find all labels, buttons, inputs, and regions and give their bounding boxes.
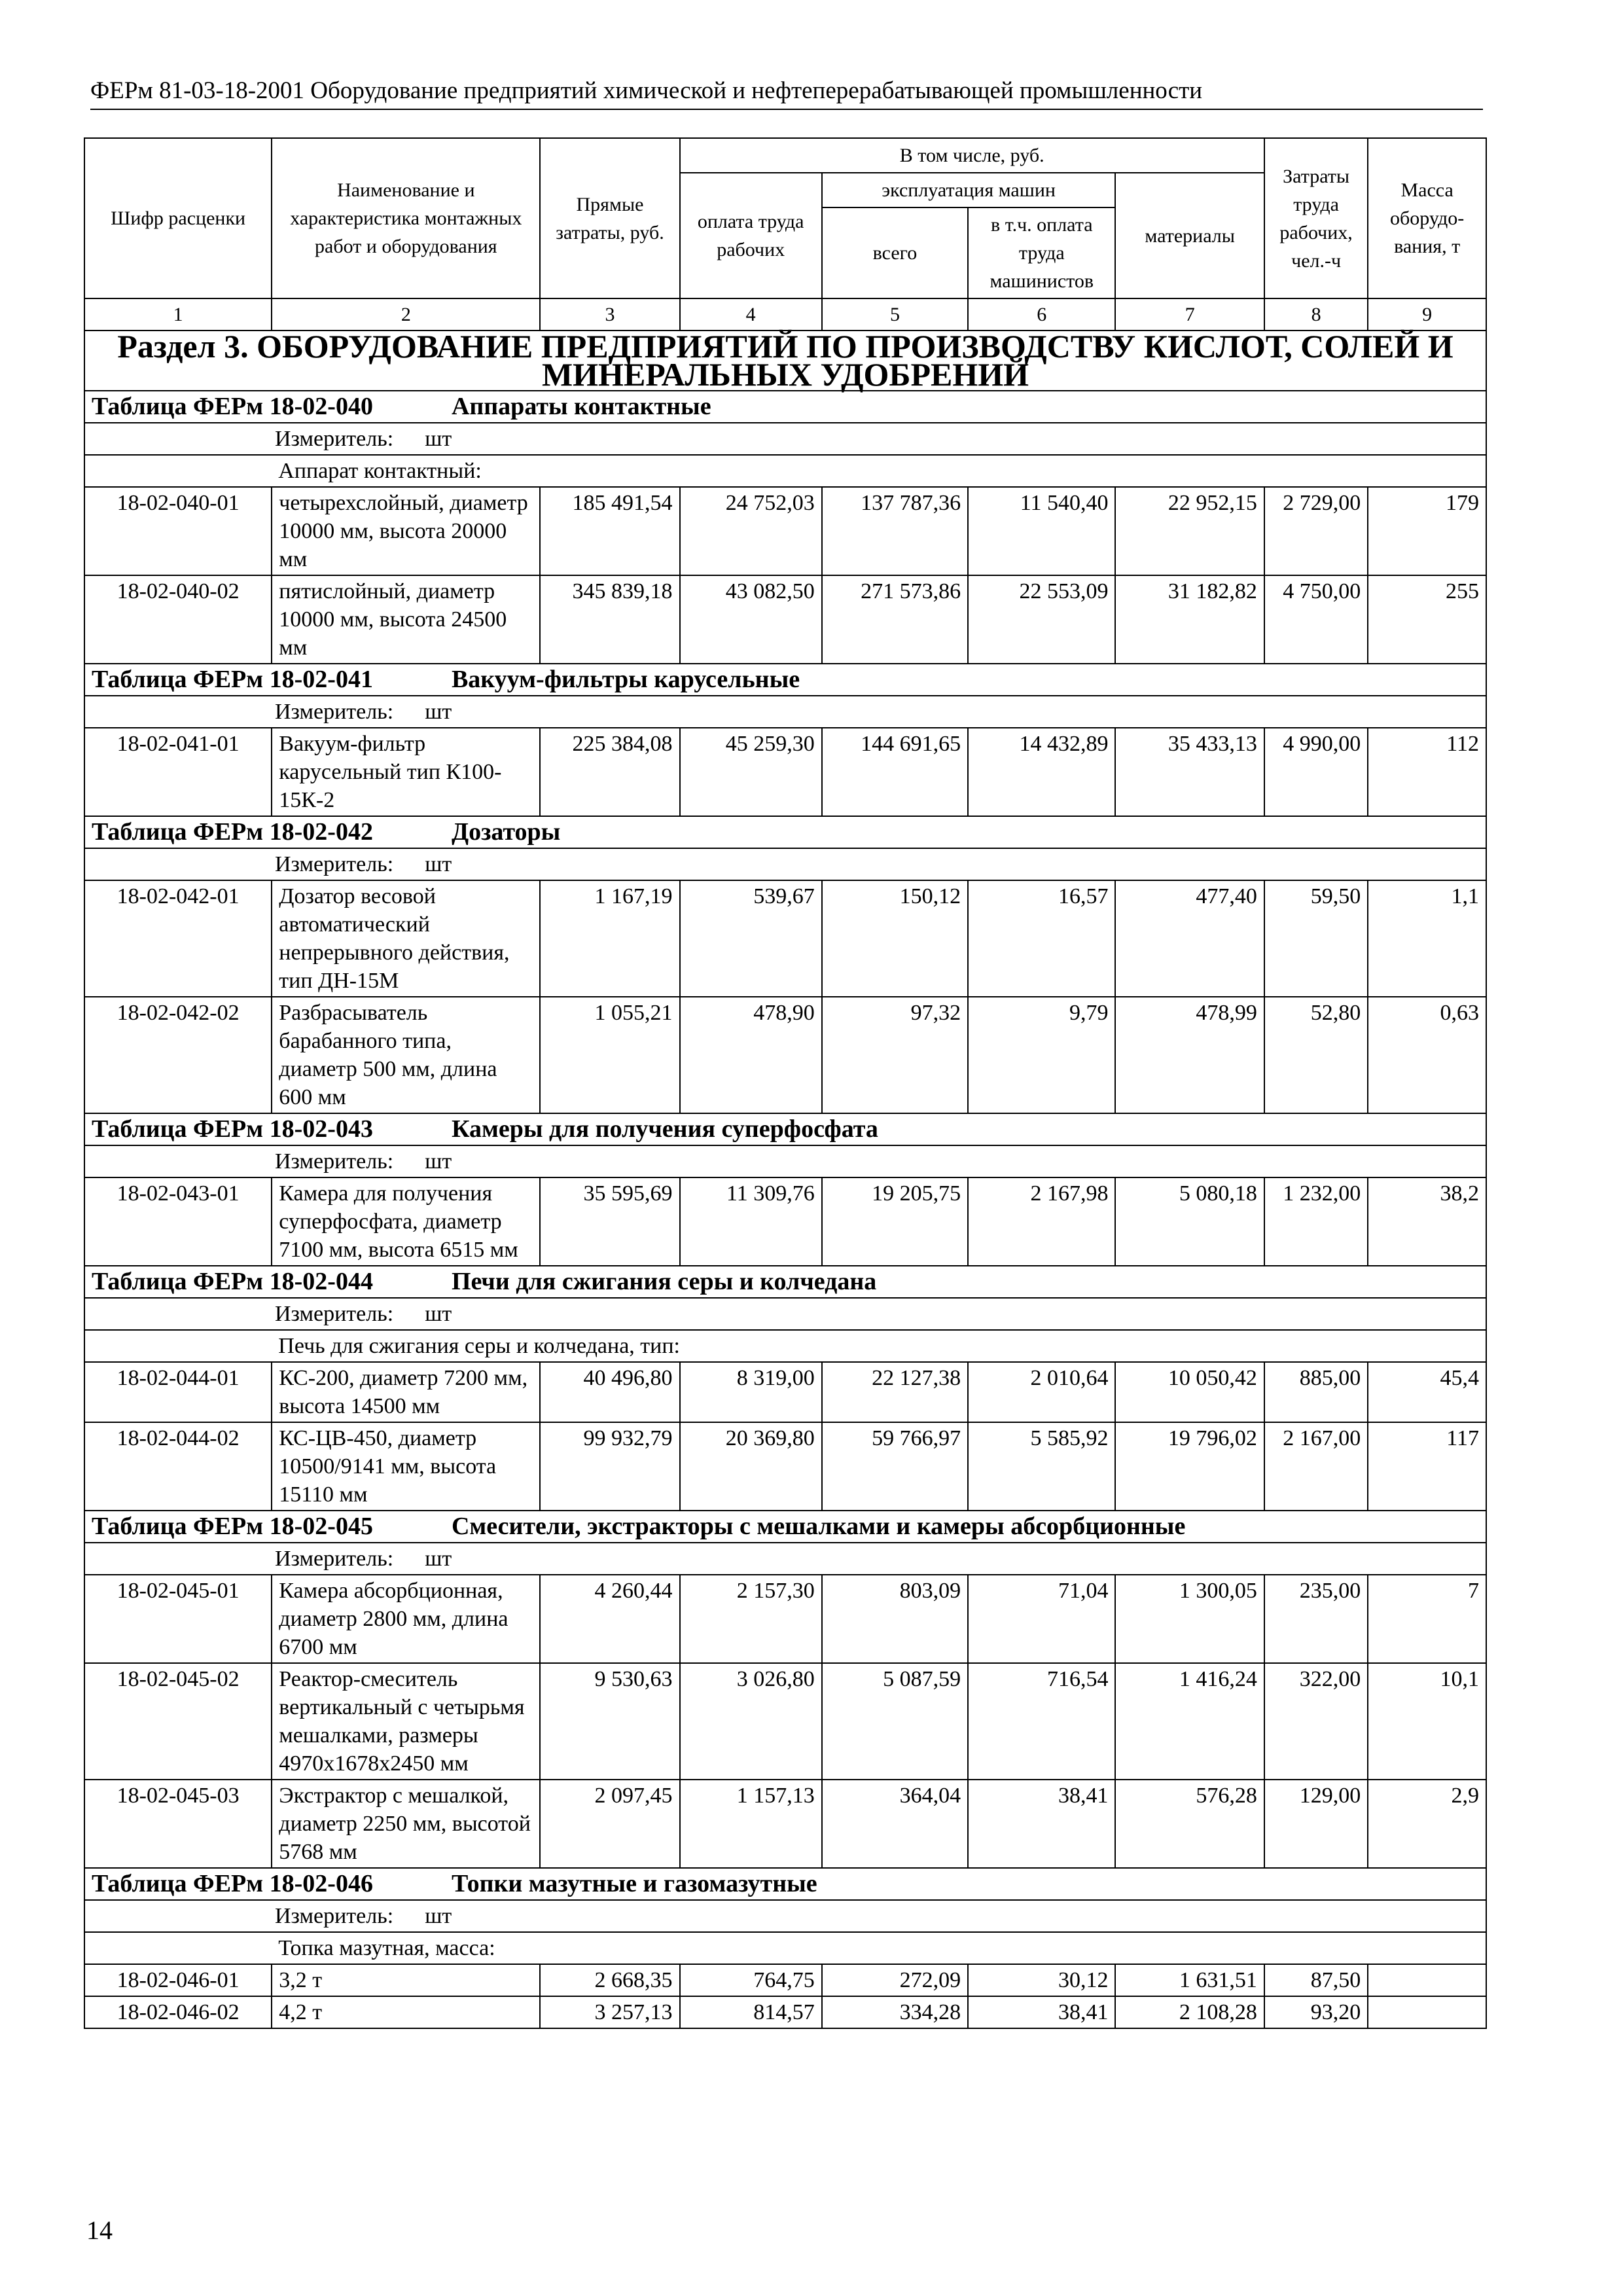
machine-costs: 150,12	[822, 880, 968, 997]
machine-costs: 19 205,75	[822, 1177, 968, 1266]
column-number: 4	[680, 298, 822, 331]
machine-costs: 364,04	[822, 1780, 968, 1868]
col-wages-header: оплата труда рабочих	[680, 173, 822, 298]
table-title-cell	[84, 1868, 1486, 1900]
materials-cost: 5 080,18	[1115, 1177, 1264, 1266]
group-blank-cell	[84, 455, 272, 487]
table-title-row	[84, 1113, 1486, 1145]
labor-hours: 129,00	[1264, 1780, 1368, 1868]
table-row	[84, 1996, 1486, 2028]
work-description: Экстрактор с мешалкой, диаметр 2250 мм, высотой 5768 мм	[272, 1780, 540, 1868]
direct-costs: 9 530,63	[540, 1663, 679, 1780]
direct-costs: 345 839,18	[540, 575, 679, 664]
materials-cost: 35 433,13	[1115, 728, 1264, 816]
machinist-wages: 71,04	[968, 1575, 1115, 1663]
rate-code: 18-02-043-01	[84, 1177, 272, 1266]
col-mass-header: Масса оборудо-вания, т	[1368, 138, 1486, 298]
table-title-row	[84, 1511, 1486, 1543]
meter-unit: шт	[425, 427, 452, 451]
direct-costs: 99 932,79	[540, 1422, 679, 1511]
equipment-mass: 117	[1368, 1422, 1486, 1511]
column-number: 6	[968, 298, 1115, 331]
work-description: КС-ЦВ-450, диаметр 10500/9141 мм, высота 15110 мм	[272, 1422, 540, 1511]
work-description: Разбрасыватель барабанного типа, диаметр 500 мм, длина 600 мм	[272, 997, 540, 1113]
work-description: Камера для получения суперфосфата, диаметр 7100 мм, высота 6515 мм	[272, 1177, 540, 1266]
worker-wages: 764,75	[680, 1964, 822, 1996]
labor-hours: 52,80	[1264, 997, 1368, 1113]
meter-label: Измеритель:	[275, 1149, 394, 1174]
meter-unit: шт	[425, 700, 452, 724]
meter-cell	[84, 848, 1486, 880]
equipment-mass: 1,1	[1368, 880, 1486, 997]
labor-hours: 4 990,00	[1264, 728, 1368, 816]
machine-costs: 144 691,65	[822, 728, 968, 816]
table-code: Таблица ФЕРм 18-02-041	[92, 666, 373, 693]
worker-wages: 3 026,80	[680, 1663, 822, 1780]
table-title-cell	[84, 816, 1486, 848]
work-description: 4,2 т	[272, 1996, 540, 2028]
table-code: Таблица ФЕРм 18-02-040	[92, 393, 373, 420]
direct-costs: 35 595,69	[540, 1177, 679, 1266]
group-row	[84, 1330, 1486, 1362]
column-number: 7	[1115, 298, 1264, 331]
direct-costs: 4 260,44	[540, 1575, 679, 1663]
rate-code: 18-02-042-01	[84, 880, 272, 997]
rate-code: 18-02-045-01	[84, 1575, 272, 1663]
meter-unit: шт	[425, 1149, 452, 1174]
labor-hours: 235,00	[1264, 1575, 1368, 1663]
materials-cost: 2 108,28	[1115, 1996, 1264, 2028]
table-name: Топки мазутные и газомазутные	[451, 1870, 817, 1897]
machinist-wages: 9,79	[968, 997, 1115, 1113]
group-title: Печь для сжигания серы и колчедана, тип:	[272, 1330, 1486, 1362]
table-title-cell	[84, 1511, 1486, 1543]
table-row	[84, 728, 1486, 816]
equipment-mass: 45,4	[1368, 1362, 1486, 1422]
col-materials-header: материалы	[1115, 173, 1264, 298]
table-code: Таблица ФЕРм 18-02-046	[92, 1870, 373, 1897]
table-name: Камеры для получения суперфосфата	[451, 1115, 878, 1143]
work-description: 3,2 т	[272, 1964, 540, 1996]
table-row	[84, 575, 1486, 664]
meter-label: Измеритель:	[275, 1547, 394, 1571]
machinist-wages: 14 432,89	[968, 728, 1115, 816]
table-code: Таблица ФЕРм 18-02-042	[92, 818, 373, 846]
meter-label: Измеритель:	[275, 852, 394, 876]
rate-code: 18-02-045-03	[84, 1780, 272, 1868]
meter-label: Измеритель:	[275, 1302, 394, 1326]
table-row	[84, 997, 1486, 1113]
rate-code: 18-02-044-01	[84, 1362, 272, 1422]
group-blank-cell	[84, 1932, 272, 1964]
equipment-mass: 0,63	[1368, 997, 1486, 1113]
meter-cell	[84, 1900, 1486, 1932]
table-row	[84, 1964, 1486, 1996]
meter-cell	[84, 1145, 1486, 1177]
meter-row	[84, 1543, 1486, 1575]
group-blank-cell	[84, 1330, 272, 1362]
meter-label: Измеритель:	[275, 700, 394, 724]
section-row	[84, 331, 1486, 391]
direct-costs: 3 257,13	[540, 1996, 679, 2028]
col-machines-header: эксплуатация машин	[822, 173, 1116, 207]
col-code-header: Шифр расценки	[84, 138, 272, 298]
page-number: 14	[86, 2215, 113, 2245]
machine-costs: 334,28	[822, 1996, 968, 2028]
work-description: КС-200, диаметр 7200 мм, высота 14500 мм	[272, 1362, 540, 1422]
materials-cost: 477,40	[1115, 880, 1264, 997]
rates-table	[84, 137, 1487, 2029]
work-description: Реактор-смеситель вертикальный с четырьмя мешалками, размеры 4970x1678x2450 мм	[272, 1663, 540, 1780]
labor-hours: 93,20	[1264, 1996, 1368, 2028]
machinist-wages: 716,54	[968, 1663, 1115, 1780]
rate-code: 18-02-040-01	[84, 487, 272, 575]
rate-code: 18-02-044-02	[84, 1422, 272, 1511]
work-description: Дозатор весовой автоматический непрерывного действия, тип ДН-15М	[272, 880, 540, 997]
rate-code: 18-02-042-02	[84, 997, 272, 1113]
table-code: Таблица ФЕРм 18-02-044	[92, 1268, 373, 1295]
machinist-wages: 22 553,09	[968, 575, 1115, 664]
table-name: Вакуум-фильтры карусельные	[451, 666, 800, 693]
rate-code: 18-02-046-02	[84, 1996, 272, 2028]
machinist-wages: 38,41	[968, 1996, 1115, 2028]
equipment-mass: 112	[1368, 728, 1486, 816]
direct-costs: 185 491,54	[540, 487, 679, 575]
col-incl-header: В том числе, руб.	[680, 138, 1264, 173]
materials-cost: 31 182,82	[1115, 575, 1264, 664]
running-header: ФЕРм 81-03-18-2001 Оборудование предприятий химической и нефтеперерабатывающей промышленности	[90, 76, 1483, 110]
col-name-header: Наименование и характеристика монтажных работ и оборудования	[272, 138, 540, 298]
worker-wages: 478,90	[680, 997, 822, 1113]
equipment-mass: 255	[1368, 575, 1486, 664]
machinist-wages: 38,41	[968, 1780, 1115, 1868]
labor-hours: 2 729,00	[1264, 487, 1368, 575]
direct-costs: 40 496,80	[540, 1362, 679, 1422]
machinist-wages: 5 585,92	[968, 1422, 1115, 1511]
machine-costs: 59 766,97	[822, 1422, 968, 1511]
meter-unit: шт	[425, 1904, 452, 1928]
col-machines-total-header: всего	[822, 207, 968, 298]
machine-costs: 97,32	[822, 997, 968, 1113]
column-number: 5	[822, 298, 968, 331]
rate-code: 18-02-045-02	[84, 1663, 272, 1780]
table-title-cell	[84, 1113, 1486, 1145]
table-title-cell	[84, 391, 1486, 423]
table-name: Аппараты контактные	[451, 393, 711, 420]
meter-cell	[84, 1298, 1486, 1330]
materials-cost: 1 300,05	[1115, 1575, 1264, 1663]
table-name: Печи для сжигания серы и колчедана	[451, 1268, 877, 1295]
materials-cost: 1 631,51	[1115, 1964, 1264, 1996]
work-description: Вакуум-фильтр карусельный тип К100-15К-2	[272, 728, 540, 816]
machinist-wages: 16,57	[968, 880, 1115, 997]
labor-hours: 87,50	[1264, 1964, 1368, 1996]
group-title: Топка мазутная, масса:	[272, 1932, 1486, 1964]
machinist-wages: 11 540,40	[968, 487, 1115, 575]
materials-cost: 576,28	[1115, 1780, 1264, 1868]
labor-hours: 885,00	[1264, 1362, 1368, 1422]
rate-code: 18-02-040-02	[84, 575, 272, 664]
labor-hours: 322,00	[1264, 1663, 1368, 1780]
table-name: Смесители, экстракторы с мешалками и камеры абсорбционные	[451, 1513, 1186, 1540]
table-row	[84, 1575, 1486, 1663]
column-number: 2	[272, 298, 540, 331]
rate-code: 18-02-041-01	[84, 728, 272, 816]
meter-cell	[84, 1543, 1486, 1575]
worker-wages: 814,57	[680, 1996, 822, 2028]
direct-costs: 1 055,21	[540, 997, 679, 1113]
equipment-mass	[1368, 1964, 1486, 1996]
col-machines-wages-header: в т.ч. оплата труда машинистов	[968, 207, 1115, 298]
table-row	[84, 1663, 1486, 1780]
work-description: пятислойный, диаметр 10000 мм, высота 24500 мм	[272, 575, 540, 664]
table-name: Дозаторы	[451, 818, 561, 846]
column-number: 8	[1264, 298, 1368, 331]
table-title-cell	[84, 664, 1486, 696]
worker-wages: 8 319,00	[680, 1362, 822, 1422]
direct-costs: 1 167,19	[540, 880, 679, 997]
meter-unit: шт	[425, 1547, 452, 1571]
materials-cost: 22 952,15	[1115, 487, 1264, 575]
col-labor-header: Затраты труда рабочих, чел.-ч	[1264, 138, 1368, 298]
worker-wages: 11 309,76	[680, 1177, 822, 1266]
labor-hours: 2 167,00	[1264, 1422, 1368, 1511]
materials-cost: 19 796,02	[1115, 1422, 1264, 1511]
equipment-mass: 2,9	[1368, 1780, 1486, 1868]
materials-cost: 478,99	[1115, 997, 1264, 1113]
worker-wages: 24 752,03	[680, 487, 822, 575]
meter-cell	[84, 696, 1486, 728]
worker-wages: 1 157,13	[680, 1780, 822, 1868]
table-title-row	[84, 1266, 1486, 1298]
materials-cost: 1 416,24	[1115, 1663, 1264, 1780]
worker-wages: 2 157,30	[680, 1575, 822, 1663]
materials-cost: 10 050,42	[1115, 1362, 1264, 1422]
table-title-row	[84, 391, 1486, 423]
table-row	[84, 880, 1486, 997]
group-title: Аппарат контактный:	[272, 455, 1486, 487]
group-row	[84, 455, 1486, 487]
table-body	[84, 328, 1486, 2028]
labor-hours: 59,50	[1264, 880, 1368, 997]
meter-row	[84, 1145, 1486, 1177]
direct-costs: 2 097,45	[540, 1780, 679, 1868]
rate-code: 18-02-046-01	[84, 1964, 272, 1996]
meter-cell	[84, 423, 1486, 455]
table-row	[84, 1177, 1486, 1266]
table-row	[84, 487, 1486, 575]
table-row	[84, 1362, 1486, 1422]
column-number: 3	[540, 298, 679, 331]
column-numbers-row	[84, 298, 1486, 331]
machinist-wages: 2 167,98	[968, 1177, 1115, 1266]
table-code: Таблица ФЕРм 18-02-043	[92, 1115, 373, 1143]
direct-costs: 2 668,35	[540, 1964, 679, 1996]
equipment-mass: 179	[1368, 487, 1486, 575]
meter-label: Измеритель:	[275, 427, 394, 451]
work-description: четырехслойный, диаметр 10000 мм, высота 20000 мм	[272, 487, 540, 575]
group-row	[84, 1932, 1486, 1964]
table-header	[84, 138, 1486, 331]
column-number: 9	[1368, 298, 1486, 331]
worker-wages: 45 259,30	[680, 728, 822, 816]
meter-row	[84, 696, 1486, 728]
table-title-cell	[84, 1266, 1486, 1298]
labor-hours: 4 750,00	[1264, 575, 1368, 664]
equipment-mass: 7	[1368, 1575, 1486, 1663]
table-code: Таблица ФЕРм 18-02-045	[92, 1513, 373, 1540]
work-description: Камера абсорбционная, диаметр 2800 мм, длина 6700 мм	[272, 1575, 540, 1663]
machine-costs: 5 087,59	[822, 1663, 968, 1780]
machinist-wages: 2 010,64	[968, 1362, 1115, 1422]
table-title-row	[84, 664, 1486, 696]
equipment-mass: 10,1	[1368, 1663, 1486, 1780]
machine-costs: 803,09	[822, 1575, 968, 1663]
table-row	[84, 1422, 1486, 1511]
meter-row	[84, 1900, 1486, 1932]
section-title: Раздел 3. ОБОРУДОВАНИЕ ПРЕДПРИЯТИЙ ПО ПРОИЗВОДСТВУ КИСЛОТ, СОЛЕЙ И МИНЕРАЛЬНЫХ УДОБРЕНИЙ	[84, 331, 1486, 391]
meter-unit: шт	[425, 852, 452, 876]
machine-costs: 271 573,86	[822, 575, 968, 664]
machine-costs: 272,09	[822, 1964, 968, 1996]
machine-costs: 137 787,36	[822, 487, 968, 575]
worker-wages: 539,67	[680, 880, 822, 997]
meter-label: Измеритель:	[275, 1904, 394, 1928]
equipment-mass: 38,2	[1368, 1177, 1486, 1266]
table-title-row	[84, 816, 1486, 848]
table-row	[84, 1780, 1486, 1868]
col-direct-header: Прямые затраты, руб.	[540, 138, 679, 298]
labor-hours: 1 232,00	[1264, 1177, 1368, 1266]
meter-row	[84, 1298, 1486, 1330]
worker-wages: 20 369,80	[680, 1422, 822, 1511]
worker-wages: 43 082,50	[680, 575, 822, 664]
meter-unit: шт	[425, 1302, 452, 1326]
equipment-mass	[1368, 1996, 1486, 2028]
machine-costs: 22 127,38	[822, 1362, 968, 1422]
meter-row	[84, 423, 1486, 455]
machinist-wages: 30,12	[968, 1964, 1115, 1996]
meter-row	[84, 848, 1486, 880]
table-title-row	[84, 1868, 1486, 1900]
direct-costs: 225 384,08	[540, 728, 679, 816]
column-number: 1	[84, 298, 272, 331]
